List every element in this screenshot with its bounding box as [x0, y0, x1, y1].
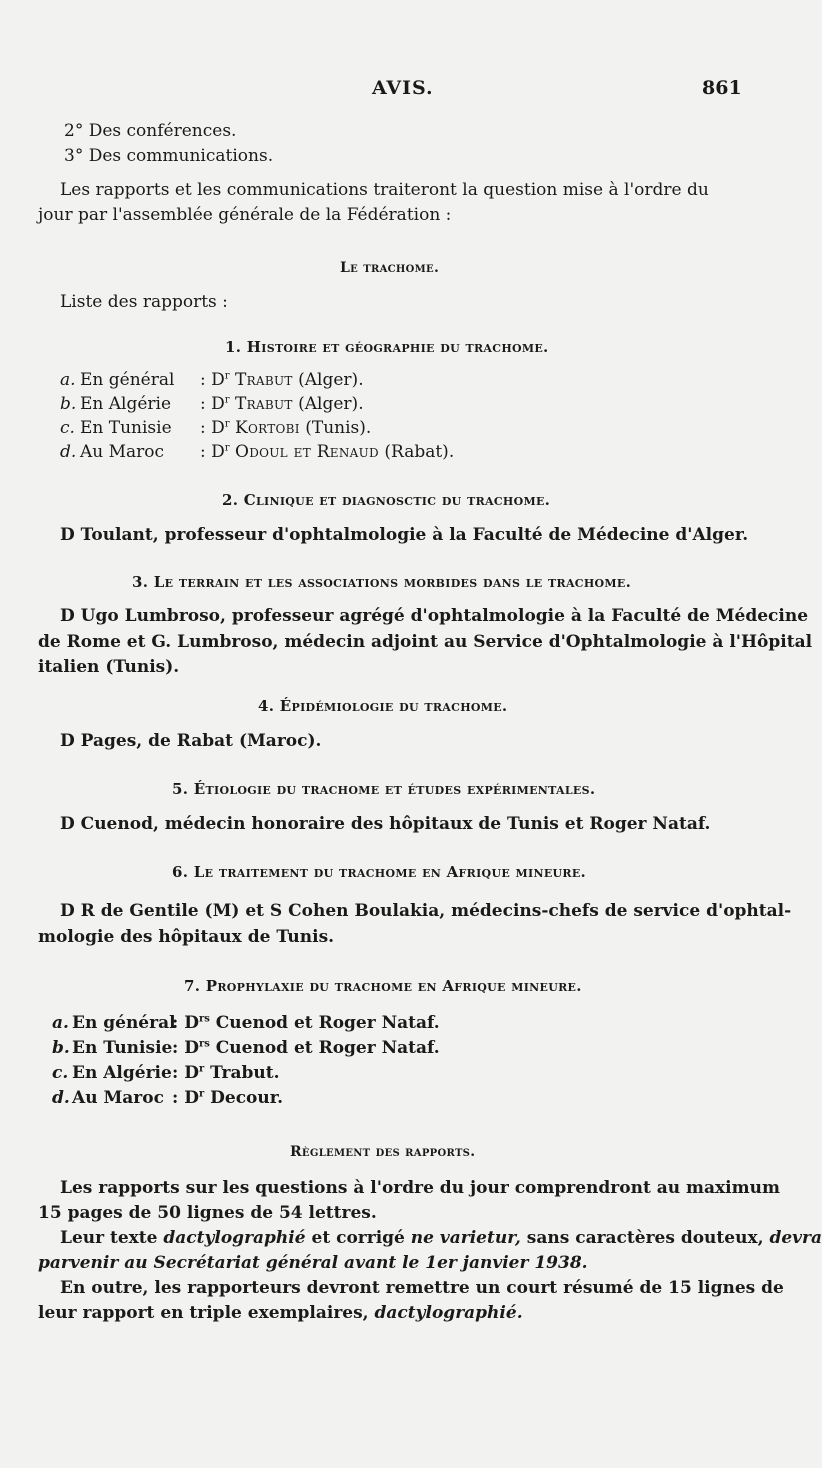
item-place: En général: [72, 1013, 176, 1033]
section-1-heading: 1. Histoire et géographie du trachome.: [225, 338, 549, 356]
p3-text-b: dactylographié.: [374, 1303, 523, 1323]
reglement-p3-line2: [38, 1303, 523, 1323]
item-letter: b.: [60, 394, 77, 414]
item-name: Cuenod et Roger Nataf.: [215, 1013, 440, 1033]
section-3-line2: de Rome et G. Lumbroso, médecin adjoint au Service d'Ophtalmologie à l'Hôpital: [38, 632, 813, 652]
section-3-line3: italien (Tunis).: [38, 657, 180, 677]
p3-text-a: leur rapport en triple exemplaires,: [38, 1303, 369, 1323]
p2-text-a: Leur texte: [60, 1228, 158, 1248]
section-4-heading: 4. Épidémiologie du trachome.: [258, 697, 508, 715]
section-3-heading: 3. Le terrain et les associations morbides dans le trachome.: [132, 573, 632, 591]
intro-item-2: 2° Des conférences.: [64, 121, 237, 141]
item-letter: c.: [52, 1063, 69, 1083]
p2-text-d: ne varietur,: [410, 1228, 521, 1248]
reglement-p2-line1: [60, 1228, 822, 1248]
p2-text-c: et corrigé: [311, 1228, 405, 1248]
section-7-heading: 7. Prophylaxie du trachome en Afrique mineure.: [184, 977, 582, 995]
item-name: Odoul et Renaud: [234, 442, 379, 462]
reglement-p1-line2: 15 pages de 50 lignes de 54 lettres.: [38, 1203, 377, 1223]
s1-item-c: c. En Tunisie : $D^r$ Kortobi (Tunis).: [60, 418, 372, 438]
item-place: Au Maroc: [80, 442, 165, 462]
reglement-p3-line1: En outre, les rapporteurs devront remettre un court résumé de 15 lignes de: [60, 1278, 784, 1298]
item-place: En Tunisie: [72, 1038, 173, 1058]
section-4-text: D Pages, de Rabat (Maroc).: [60, 731, 322, 751]
topic-heading: Le trachome.: [340, 260, 440, 276]
item-name: Trabut: [234, 394, 293, 414]
item-city: (Alger).: [298, 394, 364, 414]
p2-text-f: devra: [769, 1228, 822, 1248]
item-sep: : D: [172, 1038, 199, 1058]
item-sep: : D: [172, 1088, 199, 1108]
item-sep: : D: [200, 394, 225, 414]
item-place: En Algérie: [80, 394, 172, 414]
s1-item-b: b. En Algérie : $D^r$ Trabut (Alger).: [60, 394, 364, 414]
item-letter: a.: [52, 1013, 69, 1033]
p2-text-b: dactylographié: [163, 1228, 306, 1248]
section-3-line1: D Ugo Lumbroso, professeur agrégé d'ophtalmologie à la Faculté de Médecine: [60, 606, 809, 626]
section-5-heading: 5. Étiologie du trachome et études expérimentales.: [172, 780, 596, 798]
section-6-heading: 6. Le traitement du trachome en Afrique mineure.: [172, 863, 587, 881]
s1-item-a: a. En général : $D^r$ Trabut (Alger).: [60, 370, 364, 390]
reglement-heading: Règlement des rapports.: [290, 1144, 476, 1160]
item-place: En général: [80, 370, 175, 390]
item-sep: : D: [172, 1013, 199, 1033]
section-6-line2: mologie des hôpitaux de Tunis.: [38, 927, 335, 947]
item-name: Cuenod et Roger Nataf.: [215, 1038, 440, 1058]
item-name: Decour.: [210, 1088, 284, 1108]
intro-item-3: 3° Des communications.: [64, 146, 274, 166]
s7-item-c: c. En Algérie: $D^r$ Trabut.: [52, 1063, 280, 1083]
item-letter: d.: [60, 442, 77, 462]
section-6-line1: D R de Gentile (M) et S Cohen Boulakia, médecins-chefs de service d'ophtal-: [60, 901, 792, 921]
item-city: (Tunis).: [305, 418, 372, 438]
item-place: En Algérie: [72, 1063, 172, 1083]
s7-item-b: b. En Tunisie: $D^{rs}$ Cuenod et Roger Nataf.: [52, 1038, 440, 1058]
item-sep: : D: [200, 442, 225, 462]
item-letter: a.: [60, 370, 76, 390]
item-city: (Alger).: [298, 370, 364, 390]
intro-para-line2: jour par l'assemblée générale de la Fédération :: [38, 205, 452, 225]
s1-item-d: d. Au Maroc : $D^r$ Odoul et Renaud (Rabat).: [60, 442, 455, 462]
item-sep: : D: [172, 1063, 199, 1083]
reglement-p1-line1: Les rapports sur les questions à l'ordre du jour comprendront au maximum: [60, 1178, 780, 1198]
running-title: AVIS.: [372, 77, 434, 99]
item-sep: : D: [200, 418, 225, 438]
s7-item-a: a. En général: $D^{rs}$ Cuenod et Roger Nataf.: [52, 1013, 440, 1033]
item-place: Au Maroc: [72, 1088, 164, 1108]
intro-para-line1: Les rapports et les communications traiteront la question mise à l'ordre du: [60, 180, 709, 200]
reglement-p2-line2: parvenir au Secrétariat général avant le 1er janvier 1938.: [38, 1253, 588, 1273]
section-5-text: D Cuenod, médecin honoraire des hôpitaux de Tunis et Roger Nataf.: [60, 814, 711, 834]
item-letter: d.: [52, 1088, 70, 1108]
item-letter: c.: [60, 418, 75, 438]
section-2-text: D Toulant, professeur d'ophtalmologie à la Faculté de Médecine d'Alger.: [60, 525, 749, 545]
item-letter: b.: [52, 1038, 70, 1058]
item-name: Trabut.: [210, 1063, 280, 1083]
item-place: En Tunisie: [80, 418, 172, 438]
item-name: Kortobi: [234, 418, 300, 438]
s7-item-d: d. Au Maroc : $D^r$ Decour.: [52, 1088, 284, 1108]
item-sep: : D: [200, 370, 225, 390]
page-number: 861: [702, 77, 742, 99]
rapports-label: Liste des rapports :: [60, 292, 228, 312]
p2-text-e: sans caractères douteux,: [526, 1228, 764, 1248]
item-city: (Rabat).: [384, 442, 455, 462]
item-name: Trabut: [234, 370, 293, 390]
section-2-heading: 2. Clinique et diagnosctic du trachome.: [222, 491, 551, 509]
